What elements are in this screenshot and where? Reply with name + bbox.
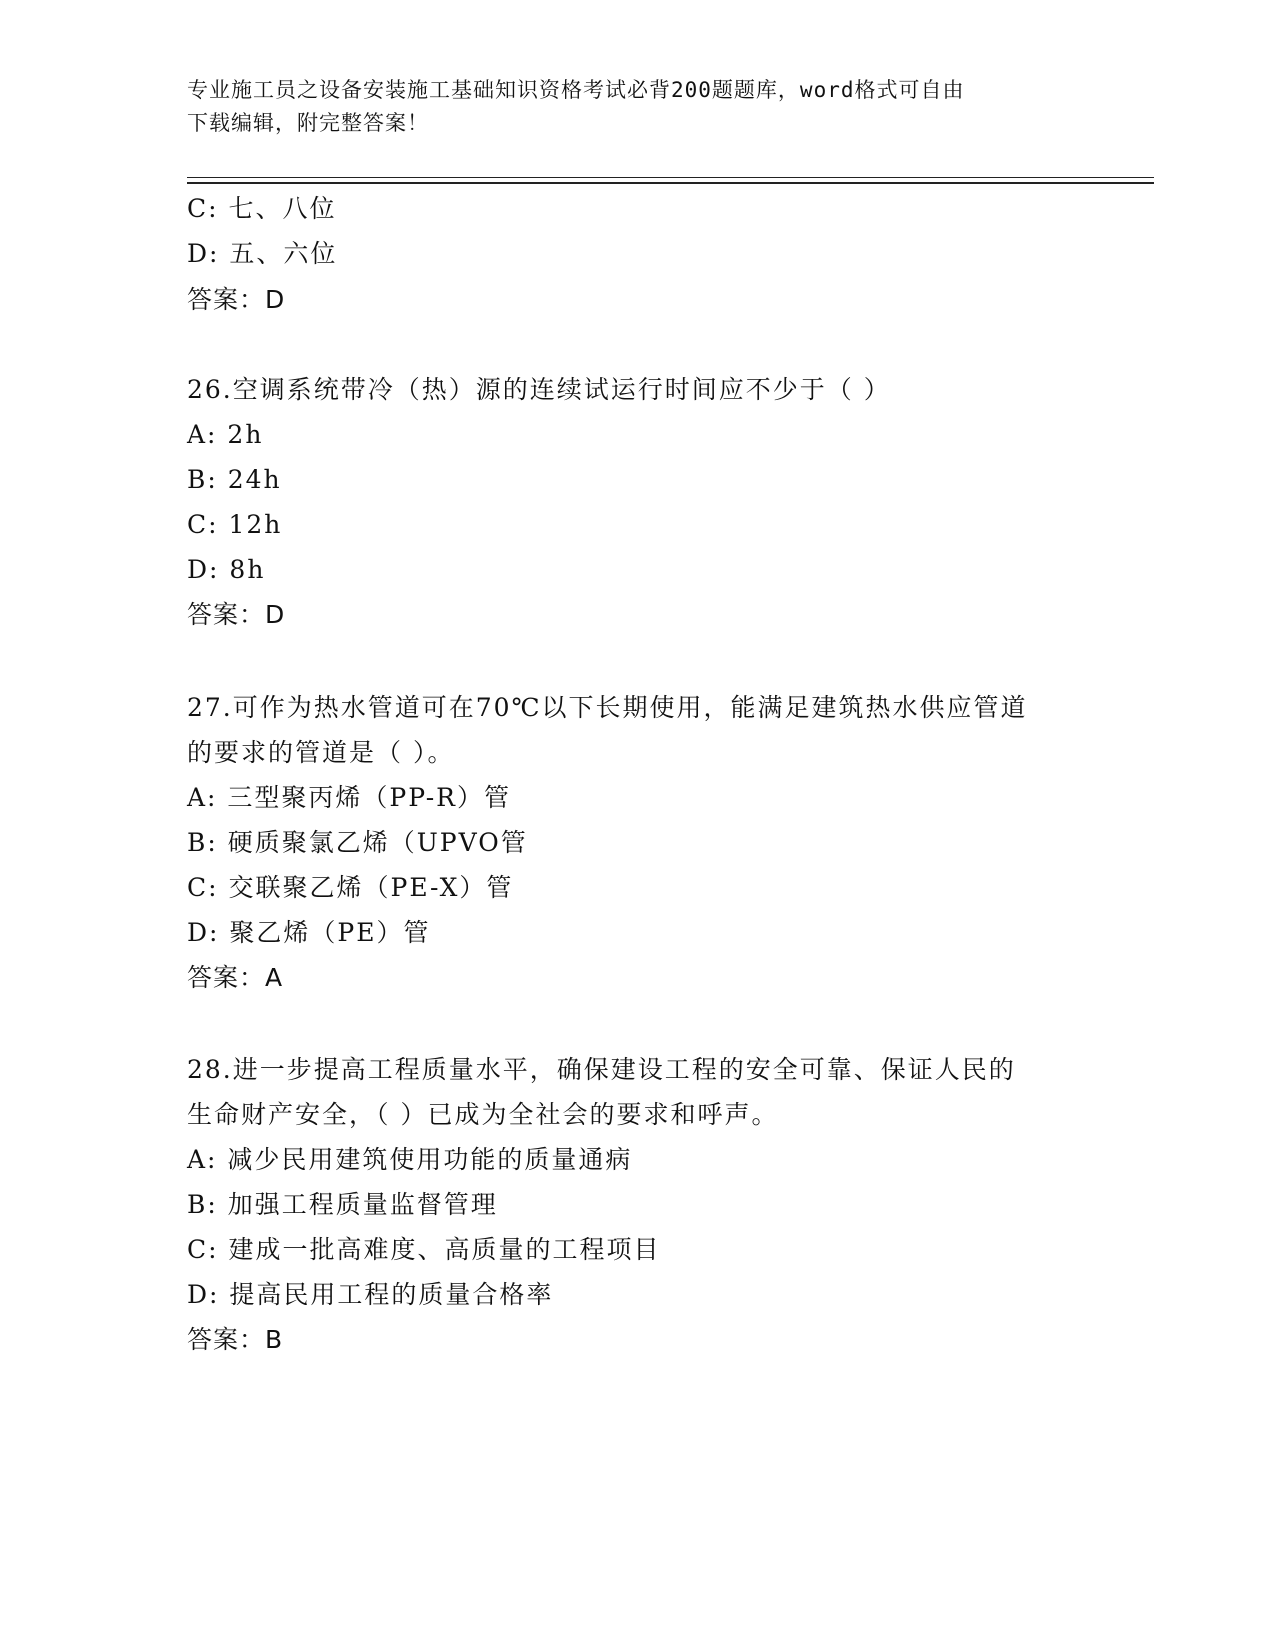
- q28-option-c: C: 建成一批高难度、高质量的工程项目: [187, 1235, 661, 1264]
- q28-option-d: D: 提高民用工程的质量合格率: [187, 1280, 554, 1309]
- header-divider-thin: [187, 177, 1154, 178]
- q27-stem-line-1: 27.可作为热水管道可在70℃以下长期使用，能满足建筑热水供应管道: [187, 693, 1028, 722]
- q27-option-c: C: 交联聚乙烯（PE-X）管: [187, 873, 514, 902]
- q28-answer: 答案：B: [187, 1325, 284, 1354]
- q27-stem-line-2: 的要求的管道是（ ）。: [187, 738, 455, 767]
- header-title-line-2: 下载编辑，附完整答案！: [187, 111, 429, 135]
- q26-option-c: C: 12h: [187, 510, 283, 539]
- q28-option-a: A: 减少民用建筑使用功能的质量通病: [187, 1145, 633, 1174]
- q28-stem-line-2: 生命财产安全，（ ）已成为全社会的要求和呼声。: [187, 1100, 779, 1129]
- q27-option-d: D: 聚乙烯（PE）管: [187, 918, 431, 947]
- header-title-line-1: 专业施工员之设备安装施工基础知识资格考试必背200题题库，word格式可自由: [187, 78, 965, 102]
- q26-answer: 答案：D: [187, 600, 286, 629]
- q26-stem: 26.空调系统带冷（热）源的连续试运行时间应不少于（ ）: [187, 375, 891, 404]
- prev-answer: 答案：D: [187, 285, 286, 314]
- prev-option-d: D: 五、六位: [187, 239, 338, 268]
- q26-option-b: B: 24h: [187, 465, 282, 494]
- prev-option-c: C: 七、八位: [187, 194, 337, 223]
- document-header: [187, 74, 1087, 140]
- q27-option-a: A: 三型聚丙烯（PP-R）管: [187, 783, 511, 812]
- q27-answer: 答案：A: [187, 963, 284, 992]
- q26-option-a: A: 2h: [187, 420, 264, 449]
- q28-option-b: B: 加强工程质量监督管理: [187, 1190, 498, 1219]
- q27-option-b: B: 硬质聚氯乙烯（UPVO管: [187, 828, 528, 857]
- header-divider-thick: [187, 182, 1154, 184]
- q26-option-d: D: 8h: [187, 555, 266, 584]
- q28-stem-line-1: 28.进一步提高工程质量水平，确保建设工程的安全可靠、保证人民的: [187, 1055, 1016, 1084]
